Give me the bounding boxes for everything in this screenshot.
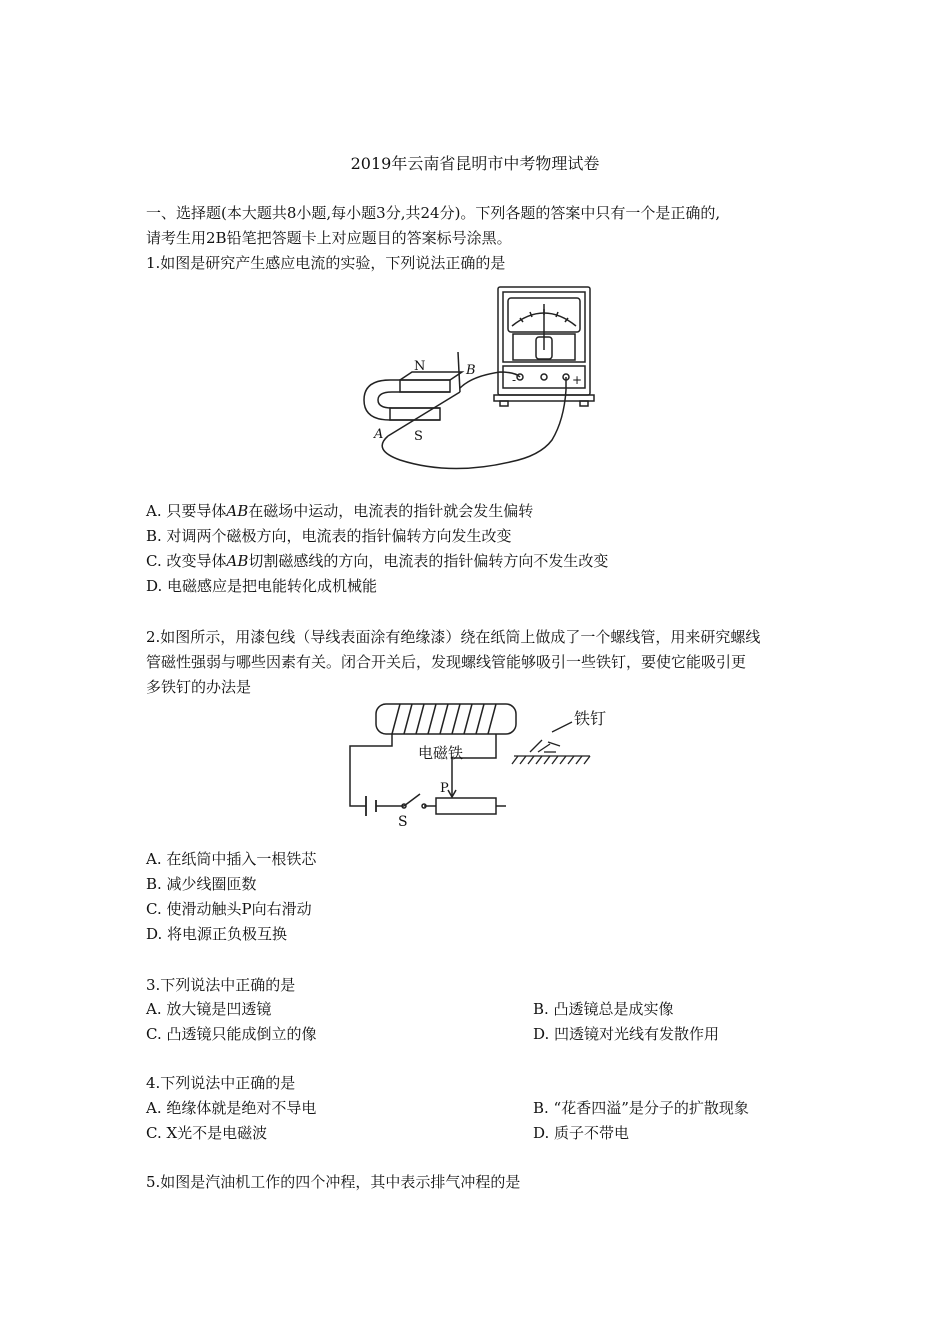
- q2-stem-line2: 管磁性强弱与哪些因素有关。闭合开关后，发现螺线管能够吸引一些铁钉，要使它能吸引更: [146, 653, 747, 671]
- q3-option-a: A. 放大镜是凹透镜: [146, 1000, 272, 1018]
- q2-option-a: A. 在纸筒中插入一根铁芯: [146, 850, 317, 868]
- battery-icon: [366, 796, 376, 816]
- q3-option-b: B. 凸透镜总是成实像: [533, 1000, 674, 1018]
- electromagnet-label: 电磁铁: [418, 744, 464, 762]
- q1-option-c: C. 改变导体AB切割磁感线的方向，电流表的指针偏转方向不发生改变: [146, 552, 609, 570]
- q2-option-b: B. 减少线圈匝数: [146, 875, 257, 893]
- section-heading-line1: 一、选择题(本大题共8小题,每小题3分,共24分)。下列各题的答案中只有一个是正确的,: [146, 204, 721, 222]
- q2-option-c: C. 使滑动触头P向右滑动: [146, 900, 312, 918]
- q1-option-b: B. 对调两个磁极方向，电流表的指针偏转方向发生改变: [146, 527, 512, 545]
- q4-option-b: B. “花香四溢”是分子的扩散现象: [533, 1099, 749, 1117]
- q1-stem: 1.如图是研究产生感应电流的实验，下列说法正确的是: [146, 254, 506, 272]
- ammeter-plus-label: +: [572, 373, 583, 387]
- nails-label: 铁钉: [574, 709, 607, 728]
- page-title: 2019年云南省昆明市中考物理试卷: [350, 154, 600, 173]
- q3-option-c: C. 凸透镜只能成倒立的像: [146, 1025, 317, 1043]
- q4-option-a: A. 绝缘体就是绝对不导电: [146, 1099, 317, 1117]
- q4-stem: 4.下列说法中正确的是: [146, 1074, 296, 1092]
- slider-label: P: [440, 781, 449, 796]
- q2-option-d: D. 将电源正负极互换: [146, 925, 288, 943]
- switch-label: S: [398, 814, 408, 830]
- q5-stem: 5.如图是汽油机工作的四个冲程，其中表示排气冲程的是: [146, 1173, 521, 1191]
- section-heading-line2: 请考生用2B铅笔把答题卡上对应题目的答案标号涂黑。: [146, 229, 512, 247]
- q3-stem: 3.下列说法中正确的是: [146, 976, 296, 994]
- q1-option-d: D. 电磁感应是把电能转化成机械能: [146, 577, 378, 595]
- q2-stem-line1: 2.如图所示，用漆包线（导线表面涂有绝缘漆）绕在纸筒上做成了一个螺线管，用来研究螺线: [146, 628, 761, 646]
- magnet-north-label: N: [414, 359, 426, 374]
- q3-option-d: D. 凹透镜对光线有发散作用: [533, 1025, 720, 1043]
- switch-icon: [402, 794, 426, 808]
- q4-option-d: D. 质子不带电: [533, 1124, 630, 1142]
- q2-stem-line3: 多铁钉的办法是: [146, 678, 252, 696]
- q4-option-c: C. X光不是电磁波: [146, 1124, 268, 1142]
- conductor-b-label: B: [466, 363, 476, 378]
- solenoid-icon: [376, 704, 516, 734]
- nails-icon: [512, 722, 590, 764]
- conductor-a-label: A: [374, 427, 384, 442]
- ammeter-minus-label: -: [512, 373, 517, 387]
- magnet-south-label: S: [414, 429, 423, 444]
- q1-option-a: A. 只要导体AB在磁场中运动，电流表的指针就会发生偏转: [146, 502, 534, 520]
